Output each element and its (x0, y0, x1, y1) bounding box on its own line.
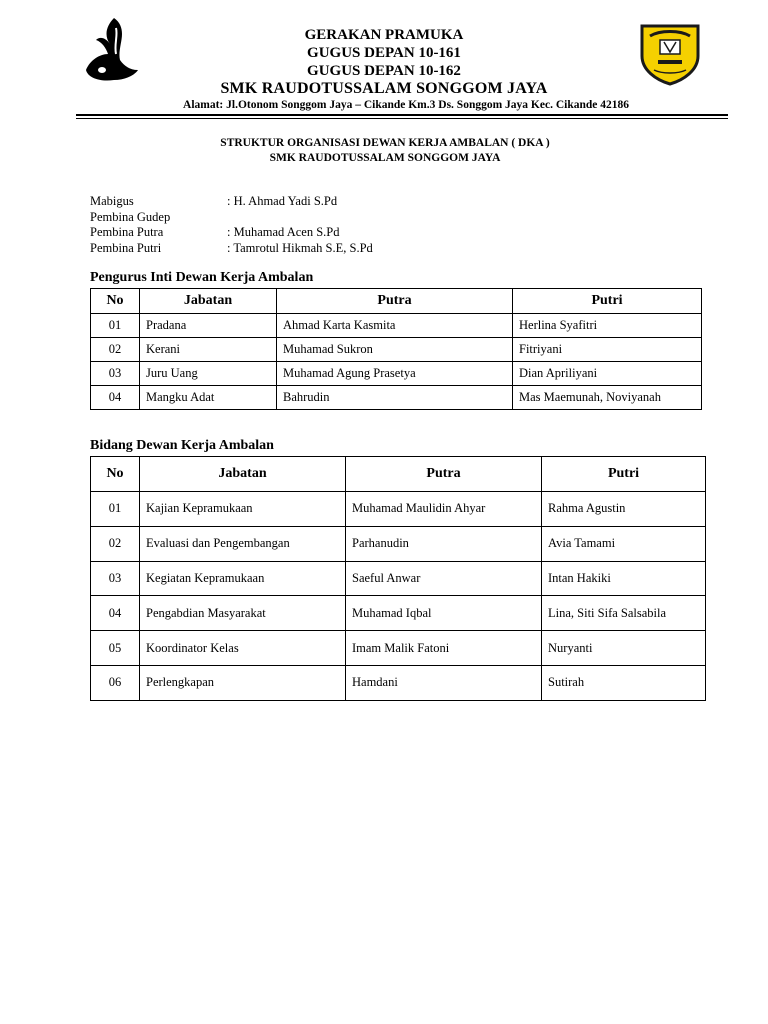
cell-putri: Sutirah (542, 665, 706, 700)
cell-putra: Ahmad Karta Kasmita (277, 314, 513, 338)
table-row (91, 362, 702, 386)
cell-putri: Rahma Agustin (542, 492, 706, 527)
cell-putra: Saeful Anwar (346, 561, 542, 596)
school-crest-icon (636, 22, 704, 86)
table-row (91, 596, 706, 631)
official-label: Pembina Putri (90, 240, 162, 255)
cell-no: 01 (91, 314, 140, 338)
cell-putri: Herlina Syafitri (513, 314, 702, 338)
cell-putri: Lina, Siti Sifa Salsabila (542, 596, 706, 631)
official-row (90, 210, 373, 226)
school-name: SMK RAUDOTUSSALAM SONGGOM JAYA (220, 80, 548, 97)
cell-no: 05 (91, 631, 140, 666)
cell-jabatan: Evaluasi dan Pengembangan (140, 526, 346, 561)
header-rule-thick (76, 114, 728, 116)
pengurus-inti-heading: Pengurus Inti Dewan Kerja Ambalan (90, 270, 314, 285)
document-title (90, 136, 680, 166)
cell-putra: Muhamad Sukron (277, 338, 513, 362)
tunas-kelapa-logo-icon (80, 14, 142, 88)
cell-jabatan: Kegiatan Kepramukaan (140, 561, 346, 596)
column-header: Putri (542, 457, 706, 492)
column-header: Putra (277, 289, 513, 314)
cell-putri: Intan Hakiki (542, 561, 706, 596)
official-value: : Tamrotul Hikmah S.E, S.Pd (227, 240, 373, 255)
table-row (91, 665, 706, 700)
gudep-162: GUGUS DEPAN 10-162 (307, 63, 461, 79)
cell-jabatan: Koordinator Kelas (140, 631, 346, 666)
document-title-line1: STRUKTUR ORGANISASI DEWAN KERJA AMBALAN ( DKA ) (220, 137, 550, 149)
table-row (91, 526, 706, 561)
table-row (91, 314, 702, 338)
official-value: : Muhamad Acen S.Pd (227, 225, 340, 239)
pengurus-inti-table (90, 288, 702, 410)
cell-no: 04 (91, 386, 140, 410)
table-row (91, 338, 702, 362)
cell-putra: Imam Malik Fatoni (346, 631, 542, 666)
official-label: Mabigus (90, 194, 134, 208)
official-row (90, 225, 373, 241)
cell-jabatan: Pengabdian Masyarakat (140, 596, 346, 631)
cell-putri: Fitriyani (513, 338, 702, 362)
column-header: Jabatan (140, 457, 346, 492)
header-rule-thin (76, 118, 728, 119)
cell-putra: Muhamad Agung Prasetya (277, 362, 513, 386)
column-header: No (91, 457, 140, 492)
cell-putra: Muhamad Maulidin Ahyar (346, 492, 542, 527)
official-value: : H. Ahmad Yadi S.Pd (227, 194, 338, 208)
table-row (91, 631, 706, 666)
column-header: Jabatan (140, 289, 277, 314)
gudep-161: GUGUS DEPAN 10-161 (307, 45, 461, 61)
official-row (90, 241, 373, 257)
officials-list (90, 194, 373, 256)
cell-no: 03 (91, 362, 140, 386)
cell-putra: Muhamad Iqbal (346, 596, 542, 631)
column-header: Putra (346, 457, 542, 492)
bidang-table (90, 456, 706, 701)
letterhead-heading (150, 26, 618, 98)
cell-jabatan: Mangku Adat (140, 386, 277, 410)
cell-jabatan: Kerani (140, 338, 277, 362)
cell-putra: Hamdani (346, 665, 542, 700)
cell-jabatan: Perlengkapan (140, 665, 346, 700)
table-row (91, 386, 702, 410)
column-header: No (91, 289, 140, 314)
official-label: Pembina Gudep (90, 209, 171, 224)
bidang-heading: Bidang Dewan Kerja Ambalan (90, 438, 274, 453)
official-label: Pembina Putra (90, 225, 164, 239)
org-name: GERAKAN PRAMUKA (304, 27, 464, 43)
cell-no: 04 (91, 596, 140, 631)
cell-no: 06 (91, 665, 140, 700)
official-row (90, 194, 373, 210)
table-row (91, 561, 706, 596)
cell-no: 02 (91, 338, 140, 362)
cell-jabatan: Pradana (140, 314, 277, 338)
cell-jabatan: Kajian Kepramukaan (140, 492, 346, 527)
cell-jabatan: Juru Uang (140, 362, 277, 386)
table-header-row (91, 289, 702, 314)
cell-putri: Dian Apriliyani (513, 362, 702, 386)
table-row (91, 492, 706, 527)
table-header-row (91, 457, 706, 492)
document-title-line2: SMK RAUDOTUSSALAM SONGGOM JAYA (269, 152, 501, 164)
cell-putra: Parhanudin (346, 526, 542, 561)
cell-no: 02 (91, 526, 140, 561)
school-address: Alamat: Jl.Otonom Songgom Jaya – Cikande Km.3 Ds. Songgom Jaya Kec. Cikande 42186 (183, 99, 629, 111)
letterhead (0, 0, 768, 120)
cell-putra: Bahrudin (277, 386, 513, 410)
cell-no: 01 (91, 492, 140, 527)
cell-putri: Nuryanti (542, 631, 706, 666)
cell-putri: Mas Maemunah, Noviyanah (513, 386, 702, 410)
column-header: Putri (513, 289, 702, 314)
cell-no: 03 (91, 561, 140, 596)
cell-putri: Avia Tamami (542, 526, 706, 561)
